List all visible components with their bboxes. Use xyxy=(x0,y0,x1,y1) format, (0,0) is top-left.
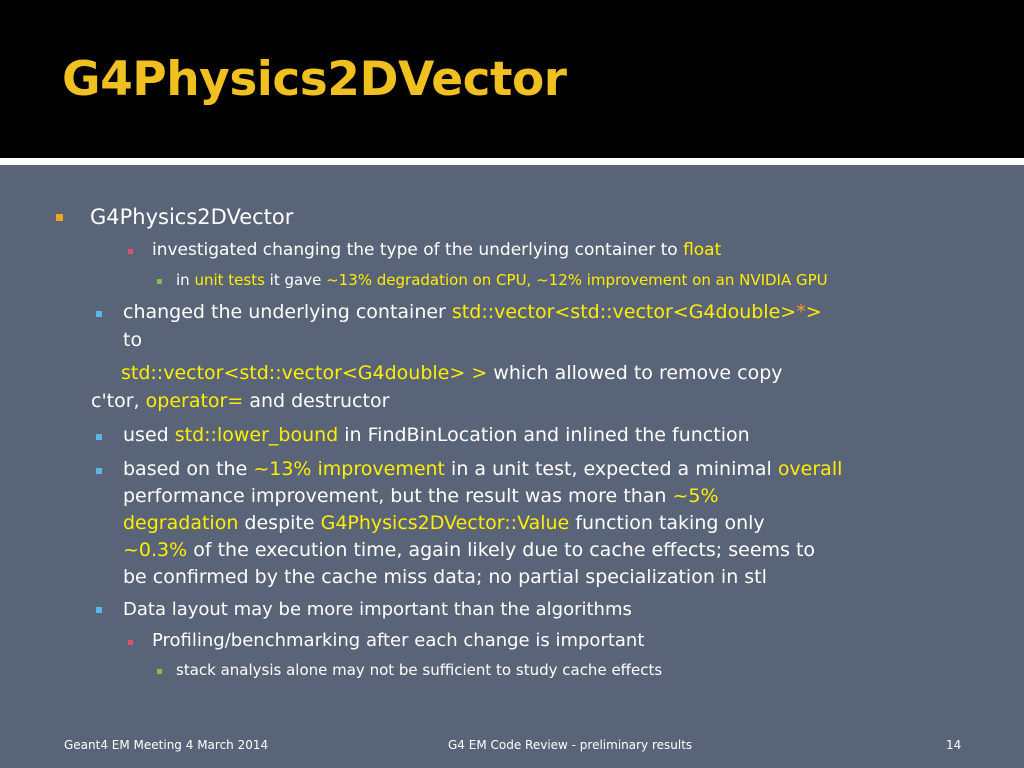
text-run: it gave xyxy=(264,271,327,289)
bullet-level4-text xyxy=(176,271,828,289)
bullet-level2-text xyxy=(123,424,750,446)
bullet-level2-text: Data layout may be more important than the algorithms xyxy=(123,599,632,620)
bullet-level2-text xyxy=(123,301,822,323)
bullet-level2-text: to xyxy=(123,329,143,351)
bullet-marker xyxy=(96,607,102,613)
slide-title: G4Physics2DVector xyxy=(62,52,567,107)
highlight-text: std::vector<std::vector<G4double> > xyxy=(121,362,488,384)
highlight-text: G4Physics2DVector::Value xyxy=(320,512,570,534)
slide-number: 14 xyxy=(946,738,962,752)
bullet-level3-text xyxy=(152,240,721,260)
bullet-marker xyxy=(96,468,102,474)
text-run: based on the xyxy=(123,458,254,480)
bullet-level2-text xyxy=(91,390,389,412)
text-run: which allowed to remove copy xyxy=(487,362,783,384)
bullet-level2-text xyxy=(123,539,815,561)
footer-meeting: Geant4 EM Meeting 4 March 2014 xyxy=(64,738,269,752)
bullet-marker xyxy=(157,279,162,284)
highlight-text: * xyxy=(796,301,806,323)
text-run: in xyxy=(176,271,195,289)
text-run: function taking only xyxy=(569,512,765,534)
bullet-marker xyxy=(128,640,133,645)
bullet-level2-text xyxy=(121,362,783,384)
text-run: changed the underlying container xyxy=(123,301,452,323)
bullet-level2-text: be confirmed by the cache miss data; no partial specialization in stl xyxy=(123,566,767,588)
highlight-text: degradation xyxy=(123,512,239,534)
text-run: and destructor xyxy=(243,390,390,412)
highlight-text: overall xyxy=(777,458,843,480)
bullet-level2-text xyxy=(123,485,719,507)
highlight-text: unit tests xyxy=(194,271,265,289)
highlight-text: float xyxy=(683,240,722,260)
highlight-text: ~13% degradation on CPU, ~12% improvement on an NVIDIA GPU xyxy=(326,271,828,289)
bullet-marker xyxy=(96,311,102,317)
bullet-level2-text xyxy=(123,458,842,480)
bullet-level4-text: stack analysis alone may not be sufficient to study cache effects xyxy=(176,661,663,679)
bullet-marker xyxy=(128,249,133,254)
highlight-text: > xyxy=(805,301,822,323)
bullet-level3-text: Profiling/benchmarking after each change is important xyxy=(152,630,645,651)
bullet-marker xyxy=(96,434,102,440)
text-run: of the execution time, again likely due to cache effects; seems to xyxy=(187,539,816,561)
highlight-text: std::lower_bound xyxy=(174,424,339,446)
text-run: used xyxy=(123,424,175,446)
highlight-text: std::vector<std::vector<G4double> xyxy=(451,301,797,323)
highlight-text: ~0.3% xyxy=(123,539,188,561)
text-run: in a unit test, expected a minimal xyxy=(445,458,778,480)
text-run: performance improvement, but the result was more than xyxy=(123,485,673,507)
text-run: investigated changing the type of the underlying container to xyxy=(152,240,684,260)
bullet-marker xyxy=(157,669,162,674)
highlight-text: ~5% xyxy=(672,485,719,507)
text-run: c'tor, xyxy=(91,390,146,412)
highlight-text: ~13% improvement xyxy=(253,458,446,480)
bullet-level1-text: G4Physics2DVector xyxy=(90,205,294,229)
bullet-level2-text xyxy=(123,512,765,534)
footer-presentation-title: G4 EM Code Review - preliminary results xyxy=(448,738,693,752)
text-run: in FindBinLocation and inlined the function xyxy=(338,424,750,446)
text-run: despite xyxy=(238,512,321,534)
bullet-marker xyxy=(56,214,63,221)
highlight-text: operator= xyxy=(145,390,244,412)
